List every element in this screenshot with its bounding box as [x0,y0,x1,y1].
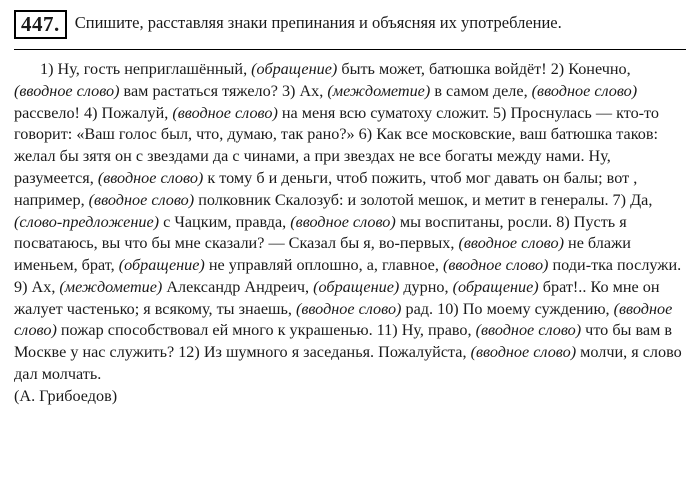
sentence-text: мы воспитаны, росли. 8) Пусть я посватаюсь, вы что бы мне сказали? — Сказал бы я, во-первых, [14,212,627,253]
annotation-term: (вводное слово) [531,81,638,100]
author-attribution: (А. Грибоедов) [14,386,118,405]
header-divider [14,49,686,50]
annotation-term: (вводное слово) [470,343,577,362]
sentence-text: поди-тка послужи. 9) Ах, [14,256,682,296]
sentence-text: полковник Скалозуб: и золотой мешок, и метит в генералы. 7) Да, [194,190,653,209]
annotation-term: (обращение) [118,256,205,275]
sentence-text: дурно, [399,277,453,296]
sentence-text: в самом деле, [430,81,532,100]
exercise-number: 447. [14,10,67,39]
annotation-term: (обращение) [251,60,338,79]
sentence-text: молчи, я слово дал молчать. [14,343,682,383]
sentence-text: рассвело! 4) Пожалуй, [14,103,173,122]
sentence-text: не блажи именьем, брат, [14,234,631,275]
sentence-text: вам растаться тяжело? 3) Ах, [119,81,328,100]
annotation-term: (вводное слово) [442,256,549,275]
annotation-term: (вводное слово) [475,321,582,340]
sentence-text: быть может, батюшка войдёт! 2) Конечно, [337,60,631,79]
annotation-term: (междометие) [327,81,431,100]
annotation-term: (обращение) [452,277,539,296]
annotation-term: (вводное слово) [290,212,396,231]
annotation-term: (вводное слово) [14,81,120,100]
sentence-text: 1) Ну, гость неприглашённый, [40,60,252,79]
exercise-body-text [14,59,686,386]
annotation-term: (вводное слово) [295,299,402,318]
annotation-term: (обращение) [313,277,400,296]
sentence-text: к тому б и деньги, чтоб пожить, чтоб мог давать он балы; вот , например, [14,168,638,209]
sentence-text: брат!.. Ко мне он жалует частенько; я всякому, ты знаешь, [14,277,660,318]
annotation-term: (вводное слово) [88,190,195,209]
exercise-instruction: Спишите, расставляя знаки препинания и объясняя их употребление. [74,13,562,32]
annotation-term: (междометие) [59,277,163,296]
sentence-text: на меня всю суматоху сложит. 5) Проснулась — кто-то говорит: «Ваш голос был, что, думаю, так рано?» 6) Как все московские, ваш батюшка таков: желал бы зятя он с звездами да с чинами, а при звездах не все богаты между нами. Ну, разумеется, [14,103,660,187]
annotation-term: (вводное слово) [14,299,673,340]
annotation-term: (вводное слово) [97,168,204,187]
annotation-term: (слово-предложение) [14,212,160,231]
sentence-text: с Чацким, правда, [159,212,291,231]
sentence-text: Александр Андреич, [162,277,314,296]
sentence-text: не управляй оплошно, а, главное, [204,256,443,275]
sentence-text: рад. 10) По моему суждению, [401,299,614,318]
exercise-header [14,10,686,39]
annotation-term: (вводное слово) [458,234,564,253]
sentence-text: пожар способствовал ей много к украшенью. 11) Ну, право, [56,321,476,340]
annotation-term: (вводное слово) [172,103,278,122]
sentence-text: что бы вам в Москве у нас служить? 12) Из шумного я заседанья. Пожалуйста, [14,321,673,362]
